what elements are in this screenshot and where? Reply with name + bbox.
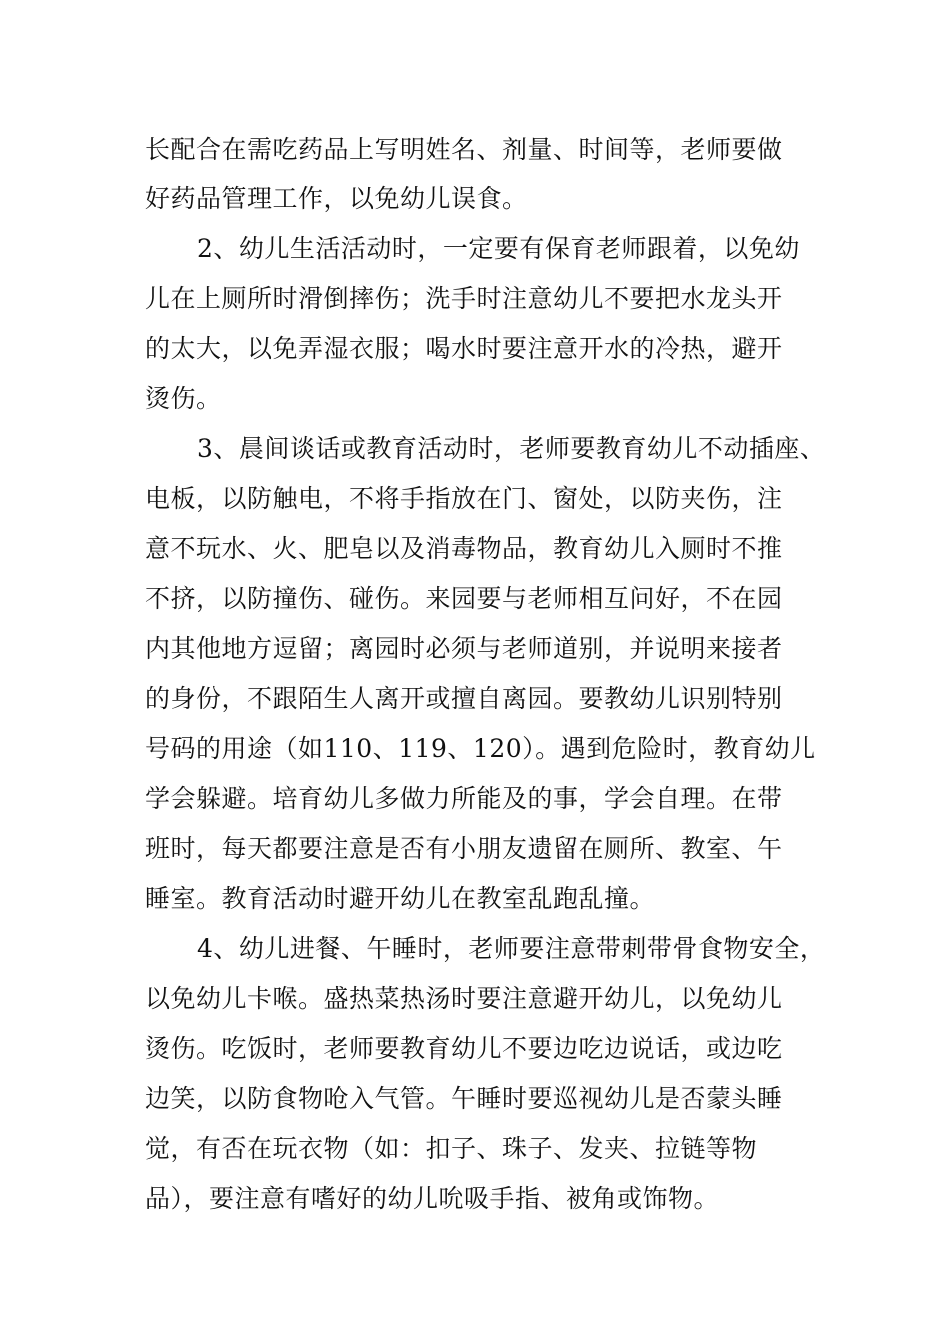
text-line: 不挤，以防撞伤、碰伤。来园要与老师相互问好，不在园: [145, 584, 783, 613]
text-line: 的太大，以免弄湿衣服；喝水时要注意开水的冷热，避开: [145, 334, 783, 363]
text-line: 觉，有否在玩衣物（如：扣子、珠子、发夹、拉链等物: [145, 1134, 758, 1163]
text-line: 意不玩水、火、肥皂以及消毒物品，教育幼儿入厕时不推: [145, 534, 783, 563]
text-line: 以免幼儿卡喉。盛热菜热汤时要注意避开幼儿，以免幼儿: [145, 984, 783, 1013]
paragraph-3-start: 3、晨间谈话或教育活动时，老师要教育幼儿不动插座、: [197, 434, 826, 463]
text-line: 长配合在需吃药品上写明姓名、剂量、时间等，老师要做: [145, 135, 783, 164]
text-line: 睡室。教育活动时避开幼儿在教室乱跑乱撞。: [145, 884, 656, 913]
text-line: 品），要注意有嗜好的幼儿吮吸手指、被角或饰物。: [145, 1184, 720, 1213]
paragraph-4-start: 4、幼儿进餐、午睡时，老师要注意带刺带骨食物安全，: [197, 934, 826, 963]
text-line: 儿在上厕所时滑倒摔伤；洗手时注意幼儿不要把水龙头开: [145, 284, 783, 313]
text-line: 边笑，以防食物呛入气管。午睡时要巡视幼儿是否蒙头睡: [145, 1084, 783, 1113]
text-line: 号码的用途（如110、119、120）。遇到危险时，教育幼儿: [145, 734, 816, 763]
text-line: 学会躲避。培育幼儿多做力所能及的事，学会自理。在带: [145, 784, 783, 813]
text-line: 电板，以防触电，不将手指放在门、窗处，以防夹伤，注: [145, 484, 783, 513]
text-line: 烫伤。吃饭时，老师要教育幼儿不要边吃边说话，或边吃: [145, 1034, 783, 1063]
text-line: 烫伤。: [145, 384, 222, 413]
text-line: 班时，每天都要注意是否有小朋友遗留在厕所、教室、午: [145, 834, 783, 863]
text-line: 的身份，不跟陌生人离开或擅自离园。要教幼儿识别特别: [145, 684, 783, 713]
text-line: 好药品管理工作，以免幼儿误食。: [145, 184, 528, 213]
text-line: 内其他地方逗留；离园时必须与老师道别，并说明来接者: [145, 634, 783, 663]
paragraph-2-start: 2、幼儿生活活动时，一定要有保育老师跟着，以免幼: [197, 234, 800, 263]
